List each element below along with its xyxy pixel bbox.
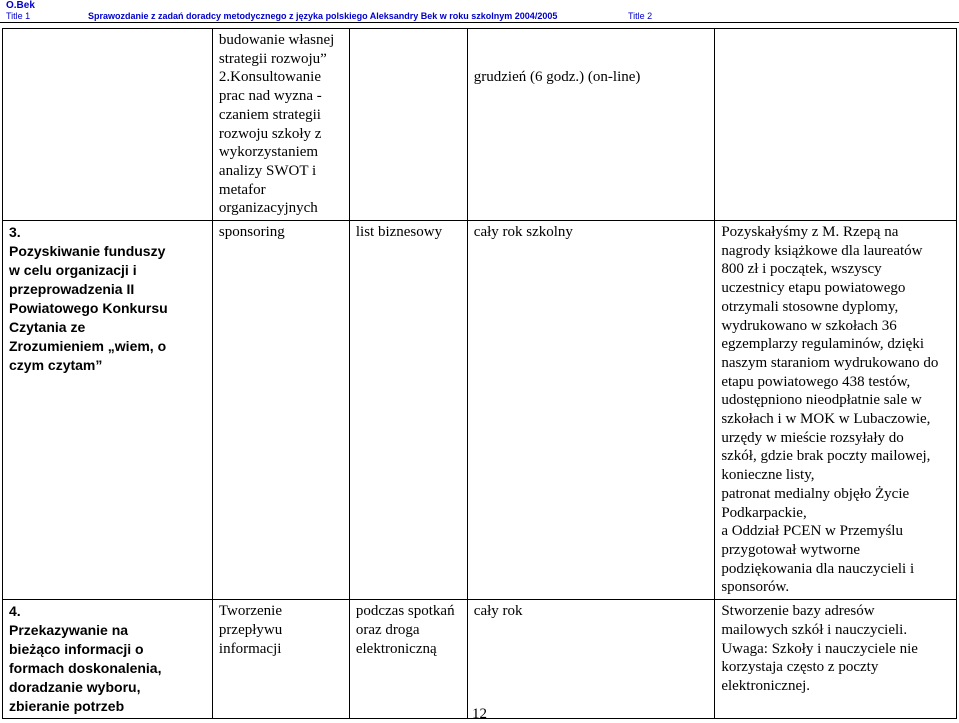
table-row [3, 600, 957, 719]
table-row [3, 29, 957, 221]
title-1-label: Title 1 [6, 11, 31, 21]
form-cell: budowanie własnej strategii rozwoju” 2.Konsultowanie prac nad wyzna - czaniem strategii rozwoju szkoły z wykorzystaniem analizy SWOT i metafor organizacyjnych [212, 29, 349, 221]
form-cell: sponsoring [212, 221, 349, 600]
notes-cell [715, 29, 957, 221]
task-number: 4. [9, 603, 21, 620]
notes-cell: Pozyskałyśmy z M. Rzepą na nagrody książkowe dla laureatów 800 zł i początek, wszyscy uczestnicy etapu powiatowego otrzymali stosowne dyplomy, wydrukowano w szkołach 36 egzemplarzy regulaminów, dzięki naszym staraniom wydrukowano do etapu powiatowego 438 testów, udostępniono nieodpłatnie sale w szkołach i w MOK w Lubaczowie, urzędy w mieście rozsyłały do szkół, gdzie brak poczty mailowej, konieczne listy, patronat medialny objęło Życie Podkarpackie, a Oddział PCEN w Przemyślu przygotował wytworne podziękowania dla nauczycieli i sponsorów. [715, 221, 957, 600]
task-description: Pozyskiwanie funduszy w celu organizacji i przeprowadzenia II Powiatowego Konkursu Czytania ze Zrozumieniem „wiem, o czym czytam” [9, 243, 168, 374]
task-cell [3, 221, 213, 600]
author-label: O.Bek [6, 0, 35, 11]
header-rule [0, 22, 959, 23]
time-cell: grudzień (6 godz.) (on-line) [467, 29, 715, 221]
title-2-label: Title 2 [628, 11, 653, 21]
report-subtitle: Sprawozdanie z zadań doradcy metodycznego z języka polskiego Aleksandry Bek w roku szkolnym 2004/2005 [88, 11, 558, 21]
task-number: 3. [9, 224, 21, 241]
time-cell: cały rok [467, 600, 715, 719]
table-row [3, 221, 957, 600]
task-description: Przekazywanie na bieżąco informacji o formach doskonalenia, doradzanie wyboru, zbieranie potrzeb [9, 622, 162, 715]
report-table [2, 28, 957, 719]
notes-cell: Stworzenie bazy adresów mailowych szkół i nauczycieli. Uwaga: Szkoły i nauczyciele nie korzystaja często z poczty elektronicznej. [715, 600, 957, 719]
method-cell [349, 29, 467, 221]
time-cell: cały rok szkolny [467, 221, 715, 600]
method-cell: list biznesowy [349, 221, 467, 600]
method-cell: podczas spotkań oraz droga elektroniczną [349, 600, 467, 719]
form-cell: Tworzenie przepływu informacji [212, 600, 349, 719]
task-cell [3, 600, 213, 719]
page-header [0, 0, 959, 24]
page-number: 12 [472, 706, 487, 722]
task-cell [3, 29, 213, 221]
